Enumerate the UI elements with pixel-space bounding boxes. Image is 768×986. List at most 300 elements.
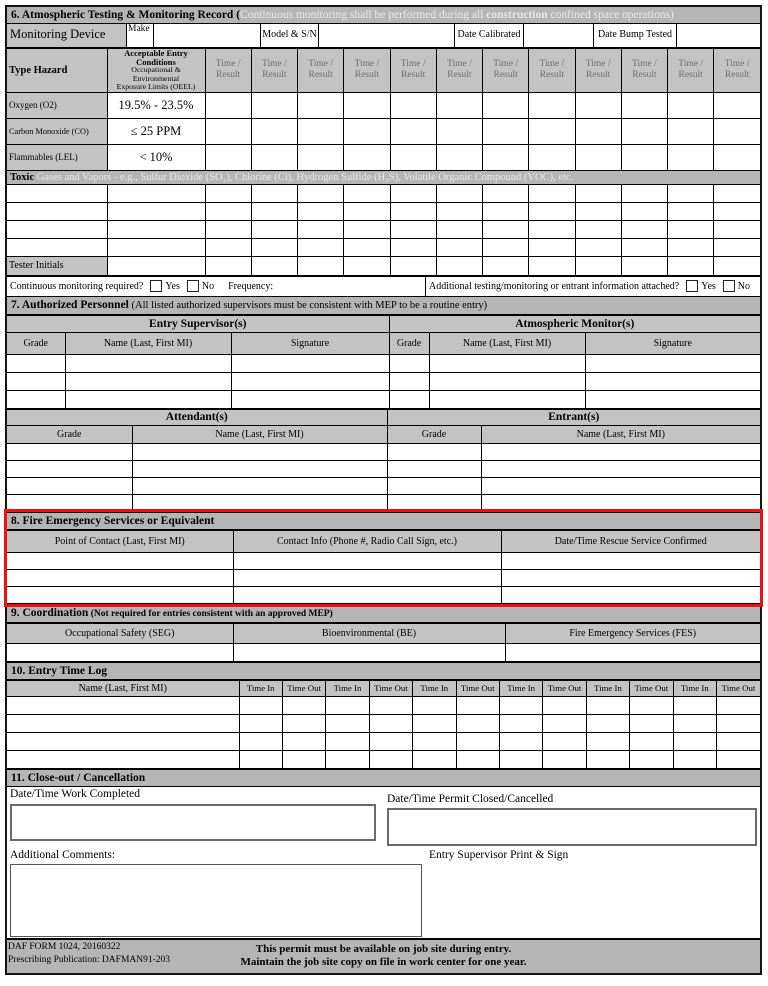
grade-cell[interactable] — [7, 443, 132, 460]
time-cell[interactable] — [499, 732, 542, 750]
toxic-gas-reading-cell[interactable] — [205, 220, 251, 238]
grade-cell[interactable] — [7, 372, 65, 390]
atmospheric-monitors-header: Atmospheric Monitor(s) — [389, 315, 760, 332]
toxic-gas-reading-cell[interactable] — [714, 220, 760, 238]
grade-cell[interactable] — [7, 494, 132, 511]
toxic-header-row — [7, 170, 760, 184]
date-calibrated-input[interactable] — [524, 24, 594, 47]
monitoring-questions-row — [7, 276, 760, 297]
time-cell[interactable] — [369, 732, 412, 750]
toxic-gas-reading-cell[interactable] — [390, 184, 436, 202]
form-id-text: DAF FORM 1024, 20160322 — [8, 942, 121, 952]
toxic-gas-reading-cell[interactable] — [668, 220, 714, 238]
point-of-contact-cell[interactable] — [7, 586, 233, 603]
carbon-monoxide-reading-cell[interactable] — [251, 118, 297, 144]
point-of-contact-cell[interactable] — [7, 552, 233, 569]
additional-comments-label: Additional Comments: — [10, 848, 116, 861]
grade-cell[interactable] — [7, 354, 65, 372]
time-cell[interactable] — [586, 732, 629, 750]
time-cell[interactable] — [282, 714, 325, 732]
toxic-gas-reading-cell[interactable] — [205, 238, 251, 256]
oxygen-reading-cell[interactable] — [205, 92, 251, 118]
carbon-monoxide-reading-cell[interactable] — [390, 118, 436, 144]
point-of-contact-header: Point of Contact (Last, First MI) — [7, 530, 233, 552]
tester-initials-row — [7, 256, 760, 275]
toxic-gas-reading-cell[interactable] — [436, 238, 482, 256]
grade-cell[interactable] — [7, 460, 132, 477]
tester-initials-cell[interactable] — [390, 256, 436, 275]
carbon-monoxide-reading-cell[interactable] — [298, 118, 344, 144]
section10-title: 10. Entry Time Log — [11, 664, 108, 677]
supervisor-row — [7, 354, 760, 372]
name-cell[interactable] — [429, 372, 585, 390]
toxic-gas-name-cell[interactable] — [7, 184, 107, 202]
grade-cell[interactable] — [387, 460, 481, 477]
toxic-gas-reading-cell[interactable] — [483, 220, 529, 238]
carbon-monoxide-reading-cell[interactable] — [344, 118, 390, 144]
name-cell[interactable] — [7, 732, 239, 750]
tester-initials-cell[interactable] — [621, 256, 667, 275]
toxic-gas-reading-cell[interactable] — [298, 220, 344, 238]
model-sn-label: Model & S/N — [261, 24, 319, 47]
toxic-gas-reading-cell[interactable] — [251, 238, 297, 256]
toxic-gas-reading-cell[interactable] — [205, 202, 251, 220]
toxic-gas-reading-cell[interactable] — [529, 184, 575, 202]
carbon-monoxide-reading-cell[interactable] — [575, 118, 621, 144]
flammables-reading-cell[interactable] — [668, 144, 714, 170]
time-cell[interactable] — [586, 714, 629, 732]
section7-title: 7. Authorized Personnel — [11, 298, 129, 311]
column-header-row — [7, 425, 760, 443]
contact-info-cell[interactable] — [233, 552, 501, 569]
attendant-entrant-row — [7, 460, 760, 477]
flammables-limit: < 10% — [107, 144, 205, 170]
toxic-gases-header: Toxic Gases and Vapors - e.g., Sulfur Dioxide (SO₂), Chlorine (Cl), Hydrogen Sulfide (H₂S), Volatile Organic Compound (VOC), etc. — [7, 170, 760, 184]
carbon-monoxide-reading-cell[interactable] — [714, 118, 760, 144]
continuous-yes-checkbox[interactable] — [150, 280, 162, 292]
signature-cell[interactable] — [585, 354, 760, 372]
time-cell[interactable] — [673, 696, 716, 714]
flammables-reading-cell[interactable] — [483, 144, 529, 170]
time-result-header: Time / Result — [483, 49, 529, 93]
section6-note-1: Continuous monitoring shall be performed during all — [240, 9, 487, 21]
time-cell[interactable] — [239, 714, 282, 732]
tester-initials-cell[interactable] — [251, 256, 297, 275]
toxic-gas-reading-cell[interactable] — [714, 184, 760, 202]
bioenvironmental-header: Bioenvironmental (BE) — [233, 623, 505, 643]
toxic-gas-name-cell[interactable] — [7, 220, 107, 238]
toxic-gas-reading-cell[interactable] — [298, 238, 344, 256]
name-cell[interactable] — [132, 460, 387, 477]
signature-cell[interactable] — [231, 354, 389, 372]
section7-header — [7, 297, 760, 315]
oxygen-reading-cell[interactable] — [483, 92, 529, 118]
form-identification — [8, 941, 170, 967]
fire-service-row — [7, 586, 760, 603]
time-cell[interactable] — [413, 732, 456, 750]
signature-cell[interactable] — [585, 372, 760, 390]
toxic-gas-reading-cell[interactable] — [714, 238, 760, 256]
time-cell[interactable] — [543, 696, 586, 714]
tester-initials-cell[interactable] — [298, 256, 344, 275]
carbon-monoxide-label: Carbon Monoxide (CO) — [7, 118, 107, 144]
time-log-row — [7, 750, 760, 768]
toxic-gas-reading-cell[interactable] — [483, 238, 529, 256]
oxygen-reading-cell[interactable] — [344, 92, 390, 118]
tester-initials-cell[interactable] — [668, 256, 714, 275]
rescue-confirmed-header: Date/Time Rescue Service Confirmed — [501, 530, 760, 552]
toxic-gas-reading-cell[interactable] — [668, 184, 714, 202]
work-completed-input[interactable] — [10, 804, 376, 841]
toxic-gas-reading-cell[interactable] — [529, 238, 575, 256]
tester-initials-cell[interactable] — [575, 256, 621, 275]
time-in-header: Time In — [413, 680, 456, 696]
name-cell[interactable] — [481, 494, 760, 511]
additional-info-question: Additional testing/monitoring or entrant information attached? — [429, 280, 680, 292]
permit-closed-input[interactable] — [387, 808, 757, 846]
section6-title: 6. Atmospheric Testing & Monitoring Record ( — [11, 9, 241, 21]
toxic-gas-reading-cell[interactable] — [575, 184, 621, 202]
time-cell[interactable] — [413, 714, 456, 732]
flammables-reading-cell[interactable] — [390, 144, 436, 170]
time-cell[interactable] — [239, 750, 282, 768]
time-cell[interactable] — [456, 696, 499, 714]
make-input[interactable] — [154, 24, 261, 47]
flammables-reading-cell[interactable] — [575, 144, 621, 170]
point-of-contact-cell[interactable] — [7, 569, 233, 586]
carbon-monoxide-reading-cell[interactable] — [436, 118, 482, 144]
time-in-header: Time In — [586, 680, 629, 696]
toxic-gas-reading-cell[interactable] — [298, 184, 344, 202]
time-result-header: Time / Result — [529, 49, 575, 93]
time-log-row — [7, 732, 760, 750]
toxic-gas-limit-cell[interactable] — [107, 238, 205, 256]
time-cell[interactable] — [326, 696, 369, 714]
name-cell[interactable] — [429, 390, 585, 408]
time-cell[interactable] — [282, 696, 325, 714]
grade-cell[interactable] — [387, 477, 481, 494]
flammables-reading-cell[interactable] — [251, 144, 297, 170]
entrants-header: Entrant(s) — [387, 409, 760, 425]
toxic-gas-reading-cell[interactable] — [575, 238, 621, 256]
signature-cell[interactable] — [231, 372, 389, 390]
rescue-confirmed-cell[interactable] — [501, 569, 760, 586]
time-cell[interactable] — [456, 732, 499, 750]
time-cell[interactable] — [282, 750, 325, 768]
toxic-gas-reading-cell[interactable] — [205, 184, 251, 202]
group-header-row — [7, 409, 760, 425]
toxic-gas-reading-cell[interactable] — [344, 220, 390, 238]
tester-initials-cell[interactable] — [107, 256, 205, 275]
grade-cell[interactable] — [387, 443, 481, 460]
tester-initials-cell[interactable] — [529, 256, 575, 275]
time-cell[interactable] — [630, 732, 673, 750]
toxic-gas-reading-cell[interactable] — [344, 184, 390, 202]
time-cell[interactable] — [673, 732, 716, 750]
coordination-row — [7, 643, 760, 661]
toxic-gas-reading-cell[interactable] — [529, 220, 575, 238]
oxygen-row — [7, 92, 760, 118]
time-cell[interactable] — [239, 732, 282, 750]
section9-header — [7, 604, 760, 623]
time-in-header: Time In — [326, 680, 369, 696]
signature-cell[interactable] — [231, 390, 389, 408]
name-cell[interactable] — [429, 354, 585, 372]
notice-line-2: Maintain the job site copy on file in work center for one year. — [240, 955, 527, 968]
tester-initials-label: Tester Initials — [7, 256, 107, 275]
name-cell[interactable] — [7, 750, 239, 768]
toxic-gas-reading-cell[interactable] — [390, 220, 436, 238]
carbon-monoxide-reading-cell[interactable] — [483, 118, 529, 144]
grade-cell[interactable] — [387, 494, 481, 511]
grade-cell[interactable] — [389, 390, 429, 408]
toxic-gas-reading-cell[interactable] — [621, 220, 667, 238]
toxic-gas-name-cell[interactable] — [7, 238, 107, 256]
date-bump-tested-label: Date Bump Tested — [594, 24, 677, 47]
toxic-gas-reading-cell[interactable] — [436, 220, 482, 238]
attendants-entrants-table — [7, 409, 760, 512]
additional-no-checkbox[interactable] — [723, 280, 735, 292]
toxic-gas-row — [7, 202, 760, 220]
section8-header — [7, 512, 760, 530]
oxygen-reading-cell[interactable] — [575, 92, 621, 118]
rescue-confirmed-cell[interactable] — [501, 552, 760, 569]
continuous-no-checkbox[interactable] — [187, 280, 199, 292]
section9-note: (Not required for entries consistent with an approved MEP) — [88, 608, 333, 619]
toxic-gas-reading-cell[interactable] — [483, 184, 529, 202]
time-result-header: Time / Result — [714, 49, 760, 93]
time-cell[interactable] — [499, 750, 542, 768]
time-result-header: Time / Result — [205, 49, 251, 93]
oxygen-reading-cell[interactable] — [714, 92, 760, 118]
fire-emergency-table — [7, 530, 760, 604]
entry-supervisors-header: Entry Supervisor(s) — [7, 315, 389, 332]
oxygen-reading-cell[interactable] — [621, 92, 667, 118]
monitoring-device-row — [7, 24, 760, 48]
toxic-gas-reading-cell[interactable] — [251, 202, 297, 220]
toxic-gas-limit-cell[interactable] — [107, 202, 205, 220]
grade-cell[interactable] — [389, 354, 429, 372]
no-label: No — [201, 280, 215, 292]
oxygen-reading-cell[interactable] — [390, 92, 436, 118]
name-header: Name (Last, First MI) — [429, 332, 585, 354]
oxygen-reading-cell[interactable] — [668, 92, 714, 118]
time-log-row — [7, 696, 760, 714]
name-cell[interactable] — [65, 372, 231, 390]
section10-header — [7, 662, 760, 680]
toxic-gas-reading-cell[interactable] — [714, 202, 760, 220]
carbon-monoxide-reading-cell[interactable] — [529, 118, 575, 144]
name-cell[interactable] — [7, 714, 239, 732]
time-cell[interactable] — [586, 696, 629, 714]
time-cell[interactable] — [413, 750, 456, 768]
time-cell[interactable] — [543, 732, 586, 750]
tester-initials-cell[interactable] — [714, 256, 760, 275]
grade-header: Grade — [387, 425, 481, 443]
oxygen-reading-cell[interactable] — [251, 92, 297, 118]
make-label: Make — [127, 24, 154, 47]
contact-info-cell[interactable] — [233, 569, 501, 586]
time-cell[interactable] — [326, 750, 369, 768]
grade-header: Grade — [7, 332, 65, 354]
name-cell[interactable] — [65, 354, 231, 372]
additional-info-question-area — [425, 277, 760, 296]
time-result-header: Time / Result — [668, 49, 714, 93]
section11-title: 11. Close-out / Cancellation — [11, 771, 146, 784]
toxic-gas-reading-cell[interactable] — [436, 184, 482, 202]
time-result-header: Time / Result — [344, 49, 390, 93]
toxic-gas-row — [7, 238, 760, 256]
toxic-gas-reading-cell[interactable] — [575, 202, 621, 220]
fire-service-row — [7, 569, 760, 586]
carbon-monoxide-reading-cell[interactable] — [668, 118, 714, 144]
contact-info-cell[interactable] — [233, 586, 501, 603]
entry-time-log-table — [7, 680, 760, 769]
flammables-reading-cell[interactable] — [529, 144, 575, 170]
time-cell[interactable] — [543, 750, 586, 768]
column-header-row — [7, 332, 760, 354]
name-cell[interactable] — [7, 696, 239, 714]
time-cell[interactable] — [326, 714, 369, 732]
carbon-monoxide-limit: ≤ 25 PPM — [107, 118, 205, 144]
grade-cell[interactable] — [7, 477, 132, 494]
grade-cell[interactable] — [389, 372, 429, 390]
tester-initials-cell[interactable] — [344, 256, 390, 275]
additional-comments-input[interactable] — [10, 864, 422, 937]
toxic-gas-reading-cell[interactable] — [251, 184, 297, 202]
toxic-gas-reading-cell[interactable] — [621, 238, 667, 256]
time-result-header: Time / Result — [251, 49, 297, 93]
flammables-reading-cell[interactable] — [205, 144, 251, 170]
model-sn-input[interactable] — [319, 24, 455, 47]
time-cell[interactable] — [499, 714, 542, 732]
name-cell[interactable] — [132, 494, 387, 511]
permit-closed-label: Date/Time Permit Closed/Cancelled — [387, 792, 554, 805]
flammables-reading-cell[interactable] — [344, 144, 390, 170]
toxic-gas-limit-cell[interactable] — [107, 184, 205, 202]
toxic-gas-reading-cell[interactable] — [621, 202, 667, 220]
bioenvironmental-cell[interactable] — [233, 643, 505, 661]
fire-emergency-services-cell[interactable] — [505, 643, 760, 661]
attendant-entrant-row — [7, 494, 760, 511]
time-cell[interactable] — [239, 696, 282, 714]
date-bump-tested-input[interactable] — [677, 24, 760, 47]
toxic-gas-reading-cell[interactable] — [390, 202, 436, 220]
flammables-reading-cell[interactable] — [436, 144, 482, 170]
time-cell[interactable] — [456, 714, 499, 732]
time-out-header: Time Out — [716, 680, 760, 696]
name-cell[interactable] — [65, 390, 231, 408]
toxic-gas-name-cell[interactable] — [7, 202, 107, 220]
toxic-gas-reading-cell[interactable] — [344, 238, 390, 256]
section6-note-bold: construction — [486, 9, 548, 21]
toxic-gas-reading-cell[interactable] — [436, 202, 482, 220]
time-cell[interactable] — [369, 714, 412, 732]
toxic-gas-reading-cell[interactable] — [621, 184, 667, 202]
hazard-header-row — [7, 49, 760, 93]
acceptable-entry-conditions-header: Acceptable Entry Conditions Occupational & Environmental Exposure Limits (OEEL) — [107, 49, 205, 93]
time-cell[interactable] — [673, 714, 716, 732]
name-cell[interactable] — [481, 460, 760, 477]
time-cell[interactable] — [630, 714, 673, 732]
time-cell[interactable] — [326, 732, 369, 750]
column-header-row — [7, 680, 760, 696]
supervisor-sign-label: Entry Supervisor Print & Sign — [429, 848, 569, 861]
time-cell[interactable] — [499, 696, 542, 714]
group-header-row — [7, 315, 760, 332]
oxygen-reading-cell[interactable] — [436, 92, 482, 118]
toxic-gas-reading-cell[interactable] — [344, 202, 390, 220]
occupational-safety-cell[interactable] — [7, 643, 233, 661]
flammables-reading-cell[interactable] — [714, 144, 760, 170]
closeout-area — [7, 787, 760, 940]
time-cell[interactable] — [716, 732, 760, 750]
rescue-confirmed-cell[interactable] — [501, 586, 760, 603]
supervisor-row — [7, 390, 760, 408]
time-cell[interactable] — [630, 696, 673, 714]
tester-initials-cell[interactable] — [436, 256, 482, 275]
toxic-gas-reading-cell[interactable] — [298, 202, 344, 220]
signature-header: Signature — [231, 332, 389, 354]
toxic-gas-reading-cell[interactable] — [668, 238, 714, 256]
prescribing-publication-text: Prescribing Publication: DAFMAN91-203 — [8, 955, 171, 965]
time-cell[interactable] — [586, 750, 629, 768]
time-cell[interactable] — [456, 750, 499, 768]
tester-initials-cell[interactable] — [483, 256, 529, 275]
carbon-monoxide-reading-cell[interactable] — [205, 118, 251, 144]
grade-header: Grade — [389, 332, 429, 354]
flammables-reading-cell[interactable] — [298, 144, 344, 170]
grade-cell[interactable] — [7, 390, 65, 408]
toxic-gas-reading-cell[interactable] — [575, 220, 621, 238]
toxic-gas-reading-cell[interactable] — [251, 220, 297, 238]
flammables-label: Flammables (LEL) — [7, 144, 107, 170]
name-cell[interactable] — [481, 477, 760, 494]
name-cell[interactable] — [132, 443, 387, 460]
oxygen-reading-cell[interactable] — [529, 92, 575, 118]
oxygen-limit: 19.5% - 23.5% — [107, 92, 205, 118]
time-cell[interactable] — [369, 696, 412, 714]
time-cell[interactable] — [543, 714, 586, 732]
type-hazard-header: Type Hazard — [7, 49, 107, 93]
name-cell[interactable] — [481, 443, 760, 460]
attendants-header: Attendant(s) — [7, 409, 387, 425]
time-cell[interactable] — [630, 750, 673, 768]
time-cell[interactable] — [282, 732, 325, 750]
time-cell[interactable] — [413, 696, 456, 714]
time-cell[interactable] — [716, 714, 760, 732]
name-cell[interactable] — [132, 477, 387, 494]
signature-cell[interactable] — [585, 390, 760, 408]
flammables-reading-cell[interactable] — [621, 144, 667, 170]
time-cell[interactable] — [673, 750, 716, 768]
tester-initials-cell[interactable] — [205, 256, 251, 275]
toxic-gas-reading-cell[interactable] — [390, 238, 436, 256]
time-out-header: Time Out — [630, 680, 673, 696]
toxic-gas-reading-cell[interactable] — [483, 202, 529, 220]
time-result-header: Time / Result — [298, 49, 344, 93]
additional-yes-checkbox[interactable] — [686, 280, 698, 292]
oxygen-reading-cell[interactable] — [298, 92, 344, 118]
carbon-monoxide-reading-cell[interactable] — [621, 118, 667, 144]
toxic-gas-reading-cell[interactable] — [529, 202, 575, 220]
time-cell[interactable] — [369, 750, 412, 768]
notice-line-1: This permit must be available on job site during entry. — [255, 942, 512, 955]
toxic-gas-limit-cell[interactable] — [107, 220, 205, 238]
toxic-gas-reading-cell[interactable] — [668, 202, 714, 220]
time-cell[interactable] — [716, 696, 760, 714]
time-cell[interactable] — [716, 750, 760, 768]
